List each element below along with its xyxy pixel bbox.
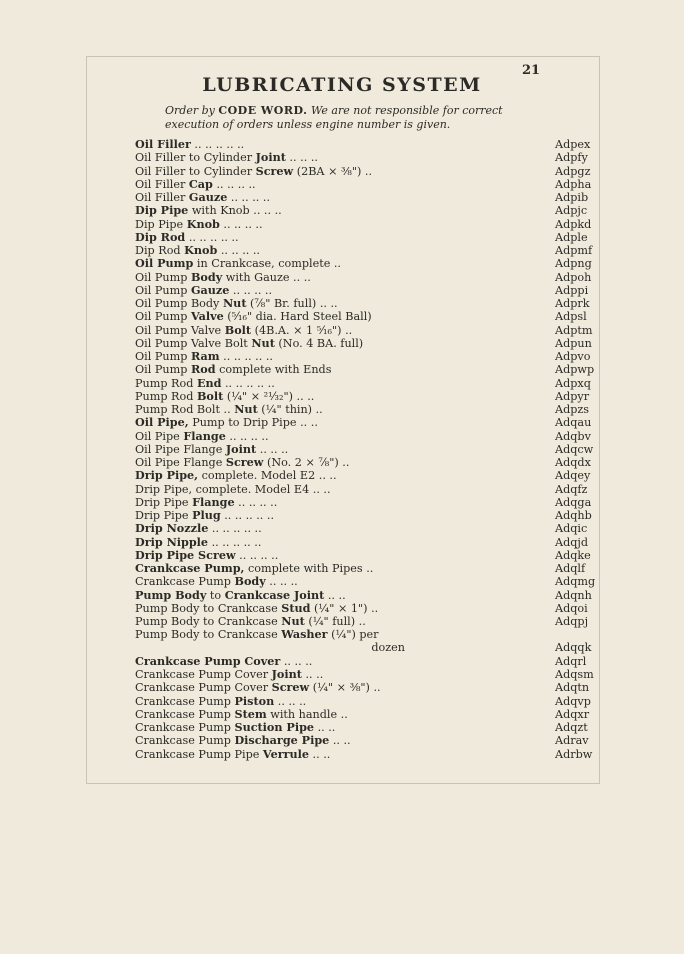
part-text: Crankcase Pump Cover xyxy=(135,668,272,681)
part-text: .. .. .. xyxy=(256,442,289,456)
part-text: .. .. .. .. xyxy=(229,283,273,297)
part-row xyxy=(135,191,615,204)
part-row xyxy=(135,138,615,151)
part-code-word: Adpkd xyxy=(555,217,592,231)
part-description xyxy=(135,257,341,270)
part-description xyxy=(135,602,378,615)
part-keyword: Piston xyxy=(234,693,275,708)
part-keyword: Body xyxy=(234,574,266,589)
part-description xyxy=(135,218,263,231)
part-row xyxy=(135,681,615,694)
part-row xyxy=(135,668,615,681)
part-description xyxy=(135,191,270,204)
part-keyword: Screw xyxy=(225,455,264,469)
part-keyword: Discharge Pipe xyxy=(234,733,330,748)
part-row xyxy=(135,244,615,257)
part-text: Crankcase Pump xyxy=(135,694,235,708)
part-code-word: Adqau xyxy=(555,416,592,430)
part-text: Oil Pump Body xyxy=(135,297,223,310)
part-text: .. .. xyxy=(329,734,351,748)
part-code-word: Adqjd xyxy=(555,535,589,549)
part-row xyxy=(135,655,615,668)
part-row xyxy=(135,178,615,191)
part-row xyxy=(135,151,615,164)
part-row xyxy=(135,324,615,337)
part-row xyxy=(135,562,615,575)
part-code-word: Adpng xyxy=(555,257,592,271)
part-code-word: Adqoi xyxy=(555,601,588,615)
part-code-word: Adqqk xyxy=(555,641,592,655)
part-row xyxy=(135,297,615,310)
part-code-word: Adqhb xyxy=(555,509,592,522)
part-row xyxy=(135,430,615,443)
part-text: complete. Model E2 .. .. xyxy=(198,469,337,483)
part-row xyxy=(135,483,615,496)
part-text: Crankcase Pump Cover xyxy=(135,681,272,695)
part-code-word: Adpmf xyxy=(555,244,593,257)
part-code-word: Adqcw xyxy=(555,442,594,456)
note-post: We are not responsible for correct execution of orders unless engine number is given. xyxy=(165,104,503,131)
part-text: .. .. .. .. xyxy=(235,548,279,562)
part-keyword: Suction Pipe xyxy=(234,720,315,734)
part-row xyxy=(135,257,615,270)
part-description xyxy=(135,549,278,562)
part-text: Oil Pipe xyxy=(135,429,184,443)
part-description xyxy=(135,350,273,363)
part-description xyxy=(135,443,288,456)
part-code-word: Adqpj xyxy=(555,615,589,628)
part-description xyxy=(135,377,275,390)
part-text: .. .. .. .. .. xyxy=(221,376,275,390)
part-keyword: Drip Pipe, xyxy=(135,468,199,483)
part-row xyxy=(135,734,615,747)
part-description xyxy=(135,204,282,217)
part-code-word: Adpib xyxy=(555,191,589,204)
part-text: Oil Pipe Flange xyxy=(135,442,226,456)
part-code-word: Adpoh xyxy=(555,270,592,284)
part-description xyxy=(135,695,306,708)
part-description xyxy=(135,628,379,641)
part-keyword: Crankcase Pump, xyxy=(135,561,245,575)
part-text: to xyxy=(206,588,225,602)
part-description xyxy=(135,469,337,482)
part-code-word: Adpvo xyxy=(555,350,591,363)
part-code-word: Adpun xyxy=(555,336,592,350)
part-keyword: Body xyxy=(190,269,223,284)
part-code-word: Adqdx xyxy=(555,456,591,469)
part-description xyxy=(135,522,262,535)
part-text: .. .. .. xyxy=(280,654,313,668)
part-description xyxy=(135,271,311,284)
part-row xyxy=(135,284,615,297)
part-keyword: Nut xyxy=(281,614,305,628)
part-text: Oil Pump xyxy=(135,350,191,363)
part-text: Oil Pump xyxy=(135,310,191,324)
part-code-word: Adqey xyxy=(555,469,591,483)
part-row xyxy=(135,443,615,456)
part-text: Oil Filler to Cylinder xyxy=(135,164,256,178)
order-note xyxy=(165,104,515,132)
part-text: Crankcase Pump Pipe xyxy=(135,747,263,761)
part-row xyxy=(135,231,615,244)
part-code-word: Adrav xyxy=(555,734,589,748)
part-text: Oil Pump Valve Bolt xyxy=(135,336,252,350)
part-text: .. .. .. .. .. xyxy=(220,509,275,522)
part-text: (¼" thin) .. xyxy=(257,403,323,416)
part-keyword: Nut xyxy=(234,402,258,416)
part-text: (⅞" Br. full) .. .. xyxy=(246,297,338,310)
part-text: (¼") per xyxy=(327,628,379,642)
part-row xyxy=(135,695,615,708)
part-text: .. .. .. .. .. xyxy=(219,350,273,363)
part-row xyxy=(135,496,615,509)
page-number: 21 xyxy=(522,63,541,78)
part-row xyxy=(135,416,615,429)
note-code-word: CODE WORD. xyxy=(218,104,308,117)
part-keyword: Bolt xyxy=(196,388,224,403)
part-description xyxy=(135,483,331,496)
part-description xyxy=(135,310,372,323)
part-keyword: Verrule xyxy=(262,746,309,761)
part-text: (No. 4 BA. full) xyxy=(274,336,364,350)
part-description xyxy=(135,734,351,747)
part-keyword: Crankcase Pump Cover xyxy=(135,653,281,668)
part-text: Oil Filler xyxy=(135,177,189,191)
part-code-word: Adppi xyxy=(555,283,589,297)
part-keyword: Pump Body xyxy=(135,587,207,602)
part-code-word: Adpsl xyxy=(555,310,587,324)
part-code-word: Adqzt xyxy=(555,721,588,734)
part-code-word: Adrbw xyxy=(555,747,593,761)
part-description xyxy=(135,536,261,549)
part-text: Pump Rod xyxy=(135,389,197,403)
part-text: Oil Pump xyxy=(135,283,191,297)
part-code-word: Adpyr xyxy=(555,389,590,403)
part-text: (¼" full) .. xyxy=(304,615,366,628)
part-description xyxy=(135,668,323,681)
part-description xyxy=(135,337,363,350)
part-row xyxy=(135,165,615,178)
part-keyword: Cap xyxy=(188,176,213,191)
part-text: .. .. .. .. xyxy=(219,217,263,231)
part-code-word: Adpfy xyxy=(555,151,588,165)
part-text: .. .. .. .. .. xyxy=(208,535,262,549)
part-text: Dip Rod xyxy=(135,244,185,257)
part-row xyxy=(135,271,615,284)
part-code-word: Adprk xyxy=(555,297,590,310)
part-text: with Gauze .. .. xyxy=(222,270,311,284)
part-description xyxy=(135,589,346,602)
part-description xyxy=(135,284,272,297)
part-keyword: End xyxy=(196,375,222,390)
part-code-word: Adqlf xyxy=(555,562,586,575)
part-code-word: Adqxr xyxy=(555,707,590,721)
part-row xyxy=(135,628,615,654)
part-row xyxy=(135,377,615,390)
part-text: Pump Rod Bolt .. xyxy=(135,403,235,416)
part-description xyxy=(135,496,277,509)
part-code-word: Adple xyxy=(555,230,588,244)
part-description xyxy=(135,178,256,191)
part-description xyxy=(135,708,348,721)
part-text: Drip Pipe xyxy=(135,495,193,509)
part-keyword: Crankcase Joint xyxy=(224,587,325,602)
part-code-word: Adqtn xyxy=(555,681,590,695)
part-code-word: Adqrl xyxy=(555,654,587,668)
part-keyword: Valve xyxy=(190,309,224,324)
part-description xyxy=(135,165,372,178)
part-description xyxy=(135,562,373,575)
part-keyword: Joint xyxy=(225,441,257,456)
part-text: Oil Pump Valve xyxy=(135,323,225,337)
part-row xyxy=(135,708,615,721)
part-description xyxy=(135,231,239,244)
part-description xyxy=(135,456,349,469)
part-keyword: Flange xyxy=(183,428,226,443)
part-text: Oil Pipe Flange xyxy=(135,456,226,469)
part-row xyxy=(135,721,615,734)
part-code-word: Adqmg xyxy=(555,575,596,589)
part-text: (⁵⁄₁₆" dia. Hard Steel Ball) xyxy=(223,310,372,324)
part-text: .. .. .. xyxy=(265,575,298,589)
part-text: Oil Filler to Cylinder xyxy=(135,151,256,165)
part-text: Oil Filler xyxy=(135,191,189,204)
part-keyword: Nut xyxy=(251,335,275,350)
part-text: (¼" × 1") .. xyxy=(310,601,379,615)
part-text: Drip Pipe, complete. Model E4 .. .. xyxy=(135,482,331,496)
part-code-word: Adqke xyxy=(555,548,591,562)
part-keyword: Gauze xyxy=(188,190,228,204)
part-code-word: Adpjc xyxy=(555,204,588,218)
part-keyword: Screw xyxy=(255,163,294,178)
part-keyword: Oil Pipe, xyxy=(135,415,189,430)
part-text: .. .. xyxy=(308,747,331,761)
part-row xyxy=(135,310,615,323)
part-text: (¼" × ²¹⁄₃₂") .. .. xyxy=(223,389,315,403)
part-code-word: Adptm xyxy=(555,323,593,337)
part-description xyxy=(135,363,331,376)
part-row xyxy=(135,218,615,231)
part-text: Pump Body to Crankcase xyxy=(135,628,282,642)
part-code-word: Adpha xyxy=(555,177,592,191)
part-text: Oil Pump xyxy=(135,270,191,284)
part-keyword: Drip Nozzle xyxy=(135,521,209,536)
part-code-word: Adqsm xyxy=(555,668,594,681)
part-row xyxy=(135,363,615,376)
part-code-word: Adpxq xyxy=(555,376,591,390)
part-text: .. .. xyxy=(314,721,336,734)
part-text: Oil Pump xyxy=(135,363,191,377)
part-text: (¼" × ⅜") .. xyxy=(309,681,381,695)
part-row xyxy=(135,575,615,588)
part-description-continued: dozen xyxy=(371,641,405,655)
part-row xyxy=(135,602,615,615)
part-code-word: Adqfz xyxy=(555,482,588,496)
part-text: (No. 2 × ⅞") .. xyxy=(263,456,350,469)
part-text: .. .. .. .. xyxy=(227,191,271,204)
part-row xyxy=(135,350,615,363)
part-row xyxy=(135,549,615,562)
part-text: Pump Body to Crankcase xyxy=(135,615,282,628)
part-row xyxy=(135,456,615,469)
part-description xyxy=(135,509,274,522)
part-description xyxy=(135,324,352,337)
part-text: (4B.A. × 1 ⁵⁄₁₆") .. xyxy=(251,323,353,337)
part-description xyxy=(135,297,338,310)
part-code-word: Adqnh xyxy=(555,588,592,602)
part-row xyxy=(135,615,615,628)
part-keyword: Bolt xyxy=(224,322,252,337)
part-text: Crankcase Pump xyxy=(135,734,235,748)
part-keyword: Gauze xyxy=(190,282,230,297)
part-keyword: Drip Pipe Screw xyxy=(135,547,236,562)
part-description xyxy=(135,244,260,257)
part-description xyxy=(135,721,335,734)
part-keyword: Joint xyxy=(255,150,286,165)
note-pre: Order by xyxy=(165,104,215,117)
part-keyword: Ram xyxy=(190,349,220,363)
part-text: with Knob .. .. .. xyxy=(188,204,282,218)
part-row xyxy=(135,403,615,416)
part-keyword: Rod xyxy=(190,362,216,377)
part-description xyxy=(135,390,314,403)
part-text: .. .. .. .. .. xyxy=(190,138,245,151)
part-description xyxy=(135,403,323,416)
part-code-word: Adqga xyxy=(555,495,592,509)
page-title: LUBRICATING SYSTEM xyxy=(202,74,482,96)
part-text: complete with Ends xyxy=(215,363,332,377)
part-row xyxy=(135,469,615,482)
part-description xyxy=(135,138,244,151)
part-row xyxy=(135,390,615,403)
part-keyword: Knob xyxy=(186,216,220,231)
part-text: Crankcase Pump xyxy=(135,707,235,721)
part-description xyxy=(135,575,298,588)
part-description xyxy=(135,655,312,668)
part-code-word: Adpzs xyxy=(555,403,590,416)
part-text: with handle .. xyxy=(266,707,348,721)
part-description xyxy=(135,681,381,694)
part-keyword: Washer xyxy=(281,627,328,642)
part-keyword: Joint xyxy=(271,667,302,681)
part-code-word: Adqvp xyxy=(555,694,591,708)
part-row xyxy=(135,204,615,217)
part-text: Drip Pipe xyxy=(135,509,193,522)
part-text: .. .. .. .. xyxy=(217,244,260,257)
part-keyword: Knob xyxy=(184,243,218,257)
part-keyword: Dip Pipe xyxy=(135,203,189,218)
part-row xyxy=(135,509,615,522)
part-keyword: Drip Nipple xyxy=(135,534,209,549)
part-text: .. .. .. .. .. xyxy=(185,230,239,244)
part-text: Crankcase Pump xyxy=(135,575,235,589)
part-text: .. .. xyxy=(324,588,346,602)
part-description xyxy=(135,615,366,628)
part-description xyxy=(135,416,318,429)
part-text: .. .. .. .. xyxy=(234,495,278,509)
part-keyword: Oil Filler xyxy=(135,137,191,151)
part-text: .. .. .. xyxy=(274,694,307,708)
part-keyword: Screw xyxy=(271,680,310,695)
part-description xyxy=(135,430,269,443)
part-row xyxy=(135,589,615,602)
part-text: .. .. xyxy=(301,668,324,681)
part-code-word: Adpwp xyxy=(555,363,595,377)
part-row xyxy=(135,522,615,535)
part-text: .. .. .. .. .. xyxy=(208,522,262,536)
part-text: Pump to Drip Pipe .. .. xyxy=(188,416,318,430)
part-code-word: Adpgz xyxy=(555,164,591,178)
part-keyword: Nut xyxy=(222,296,247,310)
part-text: in Crankcase, complete .. xyxy=(193,257,341,271)
part-text: complete with Pipes .. xyxy=(244,562,374,575)
part-keyword: Oil Pump xyxy=(135,256,194,271)
part-keyword: Plug xyxy=(192,508,221,522)
part-text: Dip Pipe xyxy=(135,217,187,231)
part-code-word: Adqic xyxy=(555,522,588,536)
part-row xyxy=(135,337,615,350)
part-keyword: Stem xyxy=(234,706,267,721)
part-text: .. .. .. .. xyxy=(212,177,256,191)
part-code-word: Adqbv xyxy=(555,429,591,443)
part-description xyxy=(135,151,318,164)
part-text: Pump Rod xyxy=(135,376,197,390)
part-row xyxy=(135,748,615,761)
part-description xyxy=(135,748,330,761)
part-row xyxy=(135,536,615,549)
part-text: Crankcase Pump xyxy=(135,721,235,734)
part-text: .. .. .. .. xyxy=(225,429,269,443)
part-keyword: Flange xyxy=(192,494,235,509)
part-text: .. .. .. xyxy=(285,151,318,165)
part-keyword: Dip Rod xyxy=(135,229,186,244)
part-keyword: Stud xyxy=(281,600,311,615)
part-code-word: Adpex xyxy=(555,138,591,151)
part-text: (2BA × ⅜") .. xyxy=(293,164,373,178)
part-text: Pump Body to Crankcase xyxy=(135,601,282,615)
